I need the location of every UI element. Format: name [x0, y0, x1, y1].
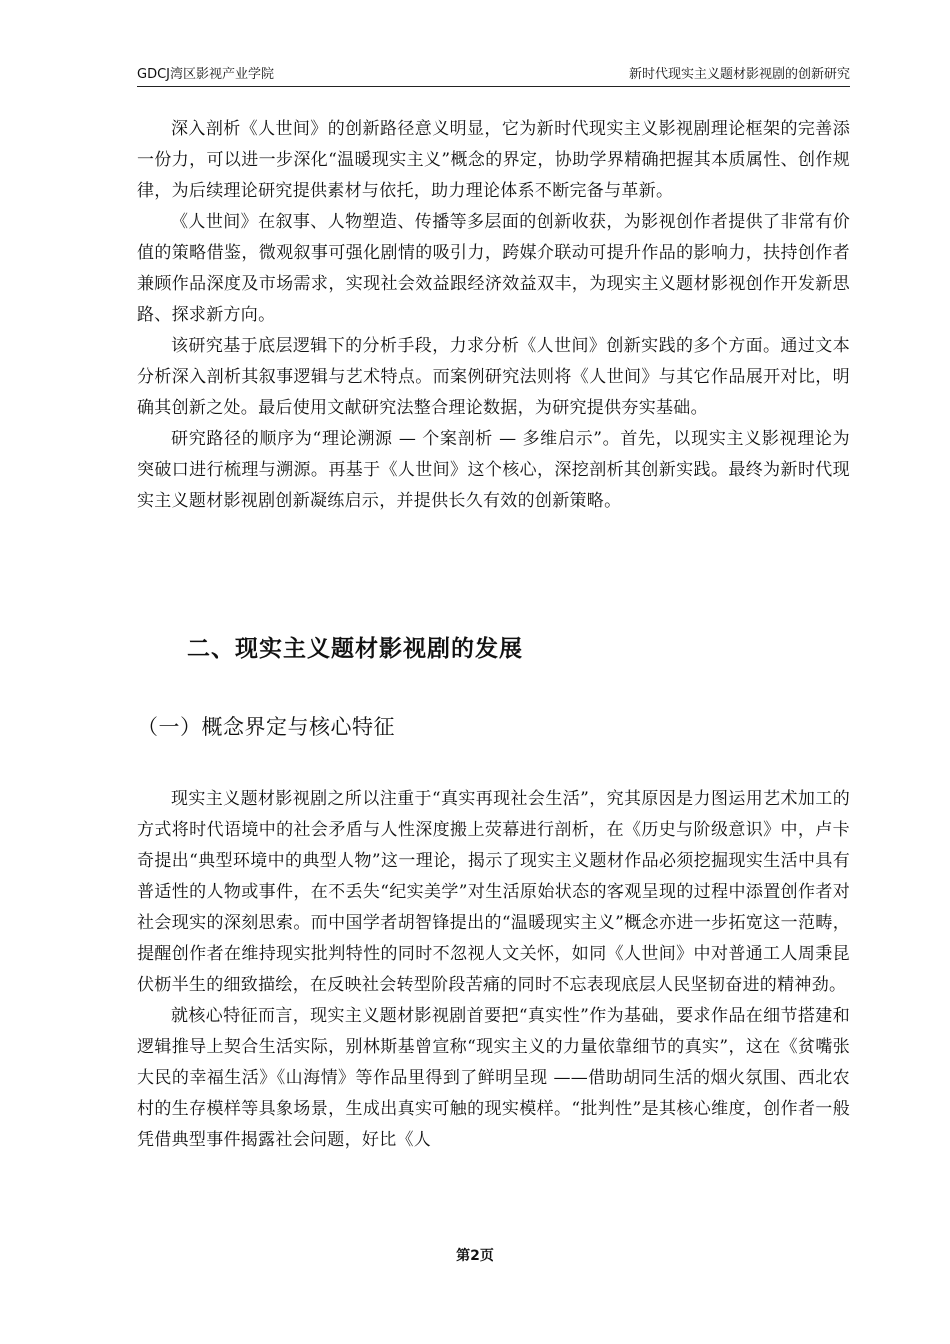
section-paragraphs [137, 784, 850, 1156]
intro-paragraphs [137, 114, 850, 517]
paragraph: 现实主义题材影视剧之所以注重于“真实再现社会生活”，究其原因是力图运用艺术加工的方式将时代语境中的社会矛盾与人性深度搬上荧幕进行剖析，在《历史与阶级意识》中，卢卡奇提出“典型环境中的典型人物”这一理论，揭示了现实主义题材作品必须挖掘现实生活中具有普适性的人物或事件，在不丢失“纪实美学”对生活原始状态的客观呈现的过程中添置创作者对社会现实的深刻思索。而中国学者胡智锋提出的“温暖现实主义”概念亦进一步拓宽这一范畴，提醒创作者在维持现实批判特性的同时不忽视人文关怀，如同《人世间》中对普通工人周秉昆伏枥半生的细致描绘，在反映社会转型阶段苦痛的同时不忘表现底层人民坚韧奋进的精神劲。 [137, 789, 850, 995]
section-heading: 二、现实主义题材影视剧的发展 [187, 636, 523, 662]
subsection-heading: （一）概念界定与核心特征 [137, 715, 395, 739]
paragraph: 该研究基于底层逻辑下的分析手段，力求分析《人世间》创新实践的多个方面。通过文本分析深入剖析其叙事逻辑与艺术特点。而案例研究法则将《人世间》与其它作品展开对比，明确其创新之处。最后使用文献研究法整合理论数据，为研究提供夯实基础。 [137, 336, 850, 418]
paragraph: 《人世间》在叙事、人物塑造、传播等多层面的创新收获，为影视创作者提供了非常有价值的策略借鉴，微观叙事可强化剧情的吸引力，跨媒介联动可提升作品的影响力，扶持创作者兼顾作品深度及市场需求，实现社会效益跟经济效益双丰，为现实主义题材影视创作开发新思路、探求新方向。 [137, 212, 850, 325]
paragraph: 深入剖析《人世间》的创新路径意义明显，它为新时代现实主义影视剧理论框架的完善添一份力，可以进一步深化“温暖现实主义”概念的界定，协助学界精确把握其本质属性、创作规律，为后续理论研究提供素材与依托，助力理论体系不断完备与革新。 [137, 119, 850, 201]
header-institution: GDCJ湾区影视产业学院 [137, 67, 274, 82]
page-header [137, 66, 850, 87]
page-number: 第2页 [456, 1248, 494, 1264]
paragraph: 就核心特征而言，现实主义题材影视剧首要把“真实性”作为基础，要求作品在细节搭建和逻辑推导上契合生活实际，别林斯基曾宣称“现实主义的力量依靠细节的真实”，这在《贫嘴张大民的幸福生活》《山海情》等作品里得到了鲜明呈现 ——借助胡同生活的烟火氛围、西北农村的生存模样等具象场景，生成出真实可触的现实模样。“批判性”是其核心维度，创作者一般凭借典型事件揭露社会问题，好比《人 [137, 1006, 850, 1150]
paragraph: 研究路径的顺序为“理论溯源 — 个案剖析 — 多维启示”。首先，以现实主义影视理论为突破口进行梳理与溯源。再基于《人世间》这个核心，深挖剖析其创新实践。最终为新时代现实主义题材影视剧创新凝练启示，并提供长久有效的创新策略。 [137, 429, 850, 511]
header-paper-title: 新时代现实主义题材影视剧的创新研究 [628, 67, 850, 82]
